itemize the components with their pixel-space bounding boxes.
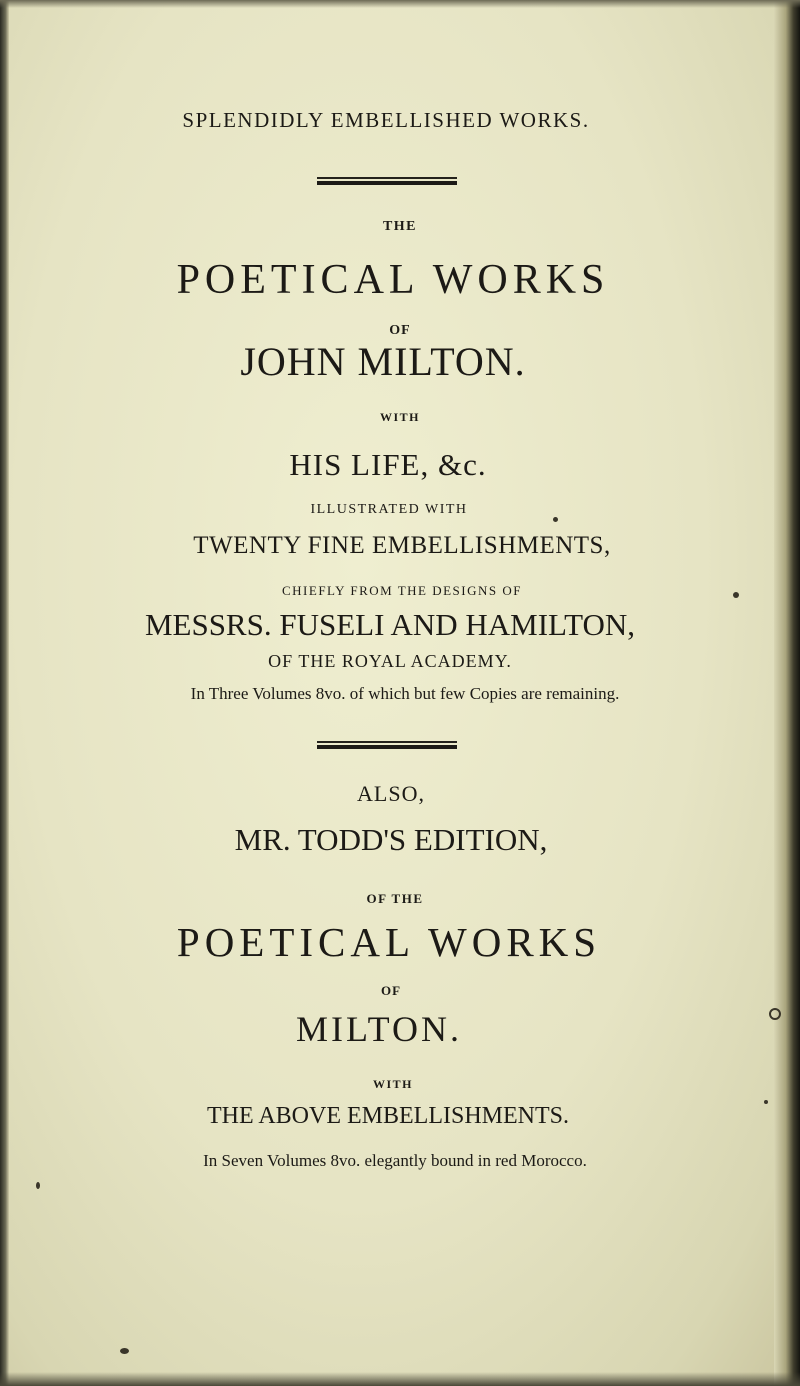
three-volumes-note: In Three Volumes 8vo. of which but few Copies are remaining.: [190, 684, 620, 703]
also-label: ALSO,: [357, 781, 425, 806]
poetical-works-title: POETICAL WORKS: [176, 257, 610, 303]
page-edge-bottom: [0, 1372, 800, 1386]
todd-edition-title: MR. TODD'S EDITION,: [234, 822, 548, 857]
fuseli-hamilton-title: MESSRS. FUSELI AND HAMILTON,: [144, 607, 636, 642]
foxing-speck: [553, 517, 558, 522]
foxing-speck: [733, 592, 739, 598]
john-milton-title: JOHN MILTON.: [240, 339, 526, 384]
foxing-ring: [769, 1008, 781, 1020]
of-label: OF: [389, 323, 411, 338]
with-label: WITH: [379, 410, 420, 424]
milton-title: MILTON.: [295, 1009, 463, 1049]
the-label: THE: [382, 219, 418, 234]
illustrated-with-label: ILLUSTRATED WITH: [310, 502, 468, 517]
of-label-2: OF: [380, 983, 402, 998]
of-the-label: OF THE: [366, 891, 424, 906]
twenty-embellishments-title: TWENTY FINE EMBELLISHMENTS,: [193, 532, 611, 559]
foxing-speck: [764, 1100, 768, 1104]
poetical-works-title-2: POETICAL WORKS: [176, 919, 602, 965]
page-heading: SPLENDIDLY EMBELLISHED WORKS.: [182, 108, 590, 132]
page-edge-top: [0, 0, 800, 8]
middle-rule: [317, 741, 457, 749]
foxing-speck: [120, 1348, 129, 1354]
his-life-title: HIS LIFE, &c.: [289, 447, 487, 482]
royal-academy-label: OF THE ROYAL ACADEMY.: [268, 651, 512, 671]
top-rule: [317, 177, 457, 185]
above-embellishments-title: THE ABOVE EMBELLISHMENTS.: [207, 1103, 569, 1129]
chiefly-from-label: CHIEFLY FROM THE DESIGNS OF: [281, 583, 522, 598]
with-label-2: WITH: [372, 1077, 413, 1091]
seven-volumes-note: In Seven Volumes 8vo. elegantly bound in red Morocco.: [203, 1151, 587, 1170]
foxing-speck: [36, 1182, 40, 1189]
